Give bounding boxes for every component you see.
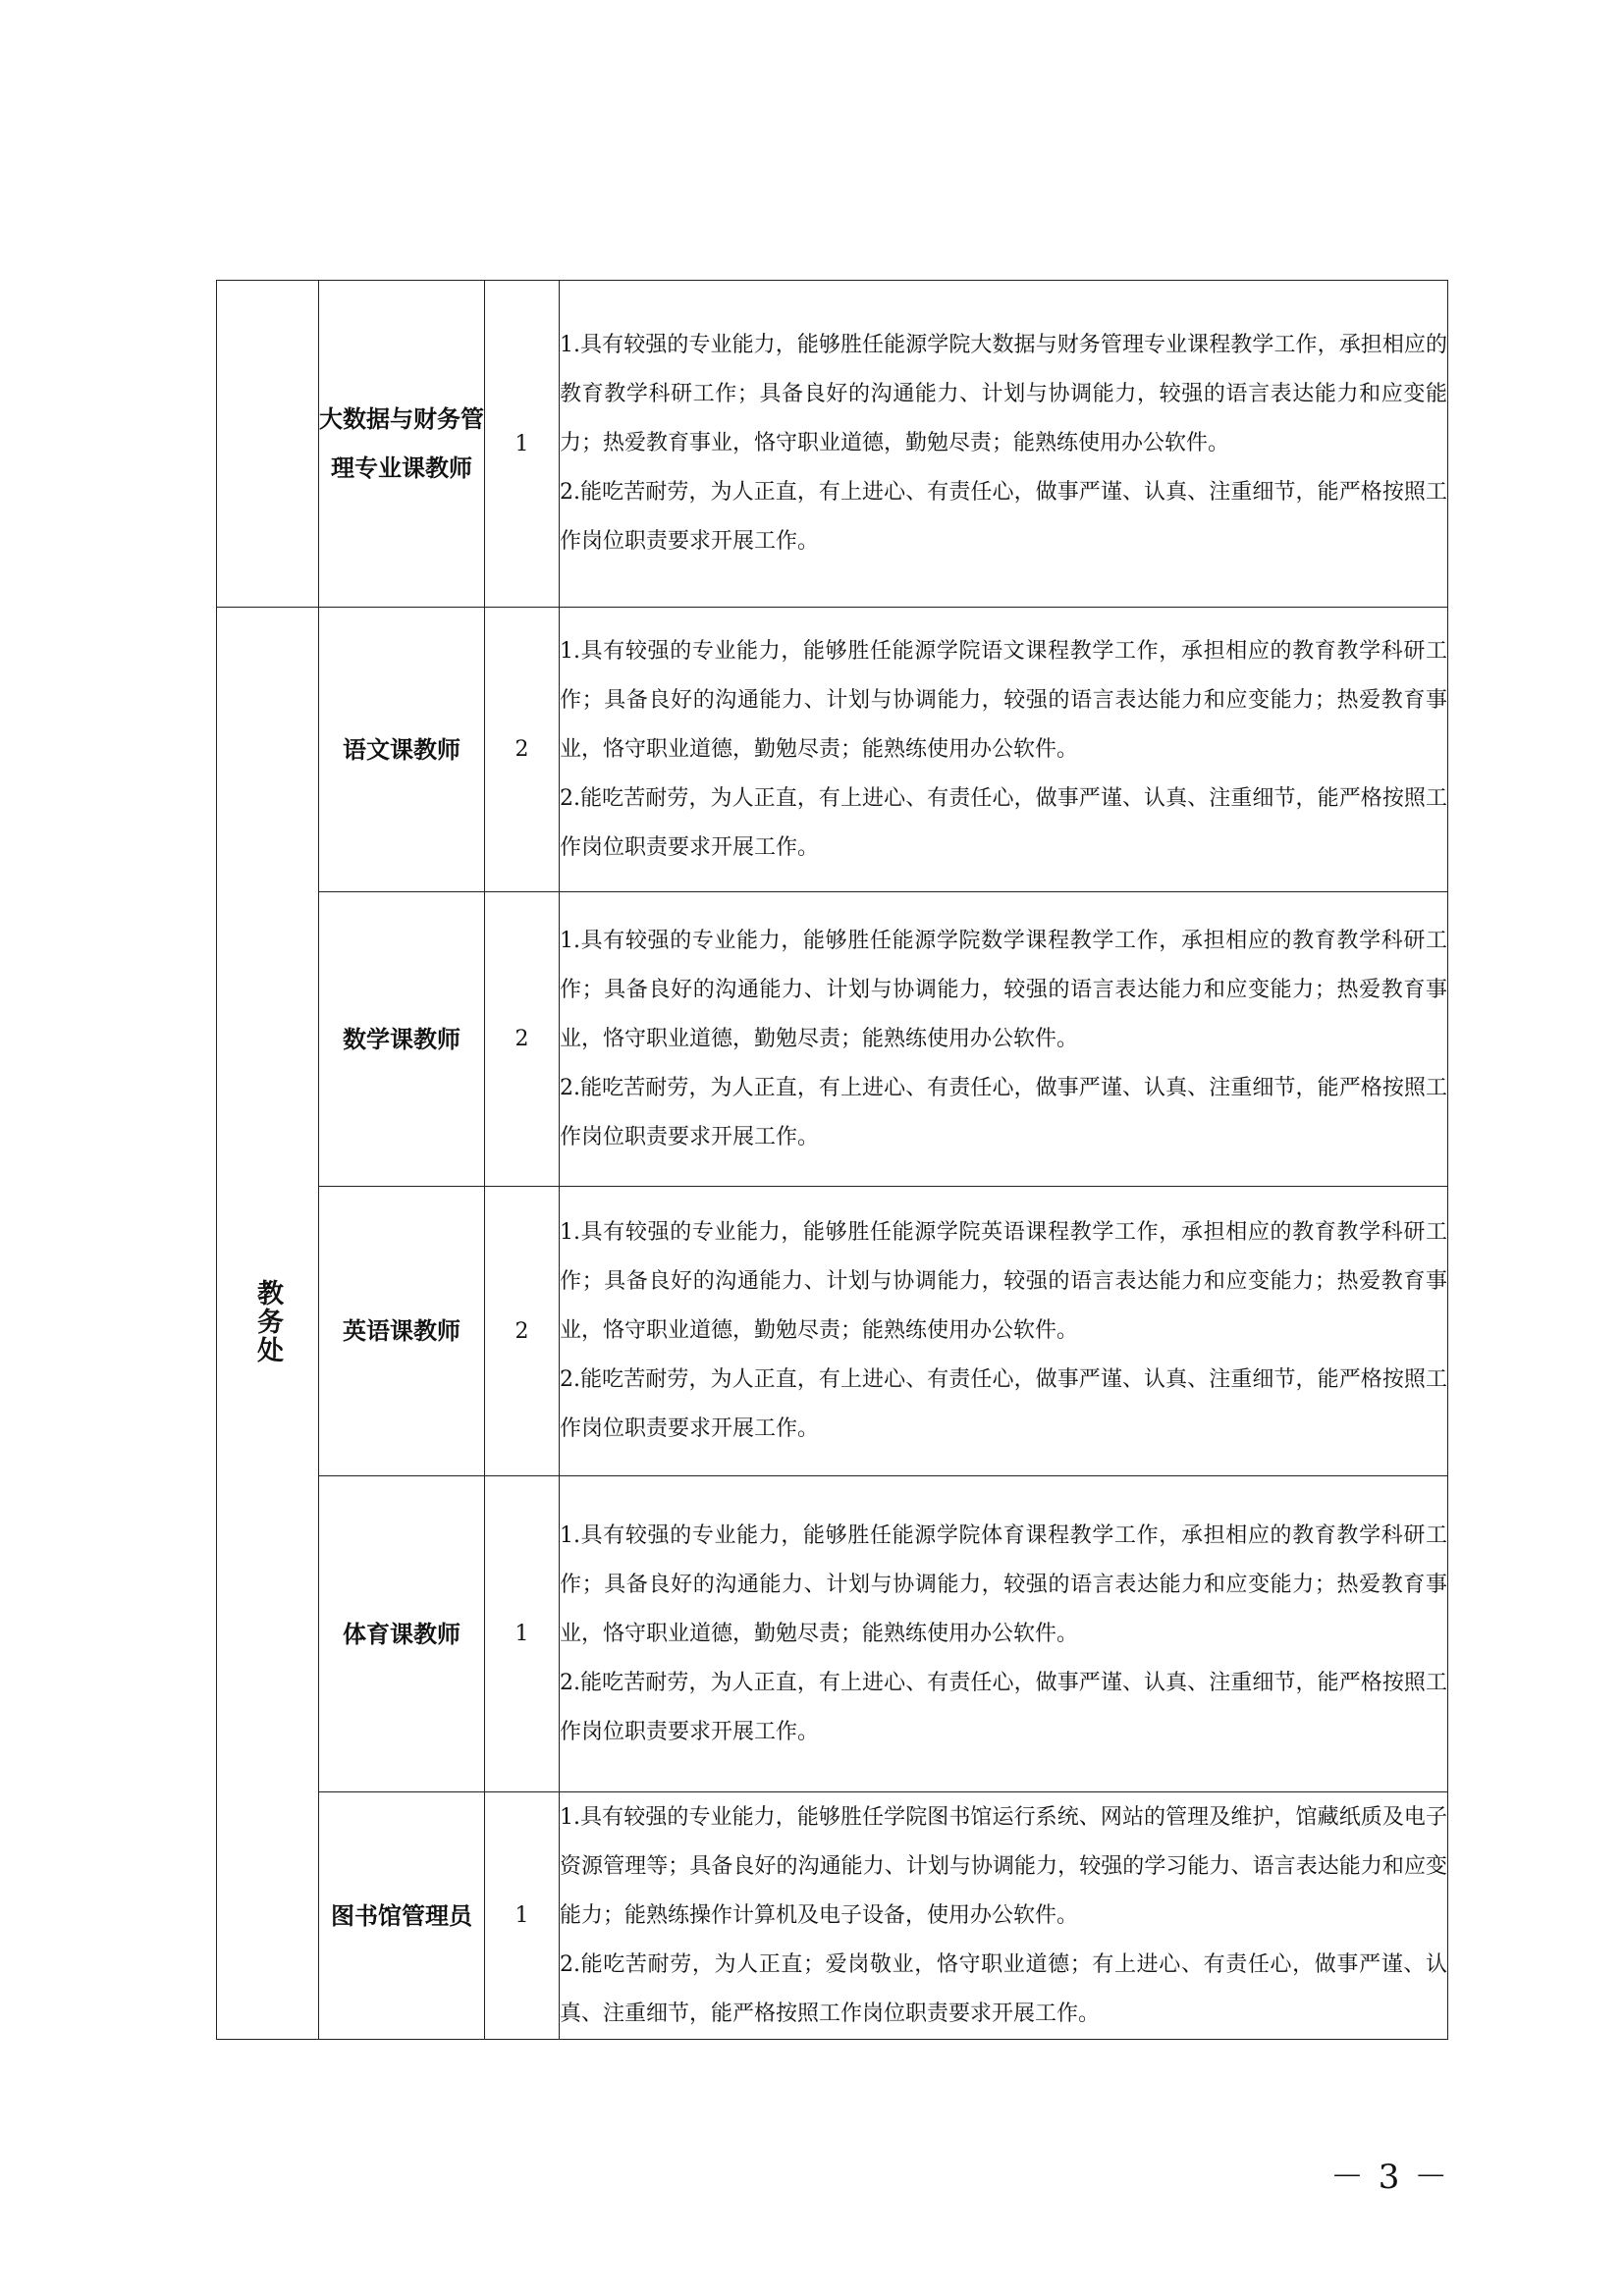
requirements-cell xyxy=(560,1187,1448,1476)
requirement-1: 1.具有较强的专业能力，能够胜任能源学院语文课程教学工作，承担相应的教育教学科研工作；具备良好的沟通能力、计划与协调能力，较强的语言表达能力和应变能力；热爱教育事业，恪守职业道德，勤勉尽责；能熟练使用办公软件。 xyxy=(560,638,1447,762)
headcount-cell: 1 xyxy=(485,281,560,608)
headcount-cell: 2 xyxy=(485,1187,560,1476)
requirement-2: 2.能吃苦耐劳，为人正直，有上进心、有责任心，做事严谨、认真、注重细节，能严格按照工作岗位职责要求开展工作。 xyxy=(560,480,1447,554)
requirement-2: 2.能吃苦耐劳，为人正直，有上进心、有责任心，做事严谨、认真、注重细节，能严格按照工作岗位职责要求开展工作。 xyxy=(560,785,1447,860)
table-row xyxy=(217,1792,1448,2040)
table-row xyxy=(217,892,1448,1187)
table-row xyxy=(217,608,1448,892)
page-number: － 3 － xyxy=(1330,2158,1450,2197)
position-cell: 语文课教师 xyxy=(319,608,485,892)
requirement-1: 1.具有较强的专业能力，能够胜任能源学院大数据与财务管理专业课程教学工作，承担相应的教育教学科研工作；具备良好的沟通能力、计划与协调能力，较强的语言表达能力和应变能力；热爱教育事业，恪守职业道德，勤勉尽责；能熟练使用办公软件。 xyxy=(560,333,1447,455)
table-row xyxy=(217,1187,1448,1476)
headcount-cell: 1 xyxy=(485,1792,560,2040)
requirement-2: 2.能吃苦耐劳，为人正直，有上进心、有责任心，做事严谨、认真、注重细节，能严格按照工作岗位职责要求开展工作。 xyxy=(560,1367,1447,1441)
headcount-cell: 2 xyxy=(485,892,560,1187)
position-cell: 英语课教师 xyxy=(319,1187,485,1476)
requirement-2: 2.能吃苦耐劳，为人正直；爱岗敬业，恪守职业道德；有上进心、有责任心，做事严谨、认真、注重细节，能严格按照工作岗位职责要求开展工作。 xyxy=(560,1951,1447,2026)
requirement-2: 2.能吃苦耐劳，为人正直，有上进心、有责任心，做事严谨、认真、注重细节，能严格按照工作岗位职责要求开展工作。 xyxy=(560,1670,1447,1744)
department-cell-empty xyxy=(217,281,319,608)
requirements-cell xyxy=(560,1476,1448,1792)
requirement-1: 1.具有较强的专业能力，能够胜任能源学院体育课程教学工作，承担相应的教育教学科研工作；具备良好的沟通能力、计划与协调能力，较强的语言表达能力和应变能力；热爱教育事业，恪守职业道德，勤勉尽责；能熟练使用办公软件。 xyxy=(560,1522,1447,1646)
requirement-1: 1.具有较强的专业能力，能够胜任能源学院英语课程教学工作，承担相应的教育教学科研工作；具备良好的沟通能力、计划与协调能力，较强的语言表达能力和应变能力；热爱教育事业，恪守职业道德，勤勉尽责；能熟练使用办公软件。 xyxy=(560,1220,1447,1343)
requirements-cell xyxy=(560,608,1448,892)
recruitment-table xyxy=(216,280,1448,2040)
department-name: 教务处 xyxy=(252,1278,283,1364)
position-cell: 体育课教师 xyxy=(319,1476,485,1792)
headcount-cell: 2 xyxy=(485,608,560,892)
position-cell: 大数据与财务管理专业课教师 xyxy=(319,281,485,608)
position-cell: 图书馆管理员 xyxy=(319,1792,485,2040)
table-row xyxy=(217,1476,1448,1792)
department-cell xyxy=(217,608,319,2040)
requirements-cell xyxy=(560,1792,1448,2040)
requirements-cell xyxy=(560,281,1448,608)
requirement-1: 1.具有较强的专业能力，能够胜任学院图书馆运行系统、网站的管理及维护，馆藏纸质及电子资源管理等；具备良好的沟通能力、计划与协调能力，较强的学习能力、语言表达能力和应变能力；能熟练操作计算机及电子设备，使用办公软件。 xyxy=(560,1804,1447,1928)
table-row xyxy=(217,281,1448,608)
headcount-cell: 1 xyxy=(485,1476,560,1792)
position-cell: 数学课教师 xyxy=(319,892,485,1187)
requirement-2: 2.能吃苦耐劳，为人正直，有上进心、有责任心，做事严谨、认真、注重细节，能严格按照工作岗位职责要求开展工作。 xyxy=(560,1075,1447,1149)
requirement-1: 1.具有较强的专业能力，能够胜任能源学院数学课程教学工作，承担相应的教育教学科研工作；具备良好的沟通能力、计划与协调能力，较强的语言表达能力和应变能力；热爱教育事业，恪守职业道德，勤勉尽责；能熟练使用办公软件。 xyxy=(560,928,1447,1051)
requirements-cell xyxy=(560,892,1448,1187)
